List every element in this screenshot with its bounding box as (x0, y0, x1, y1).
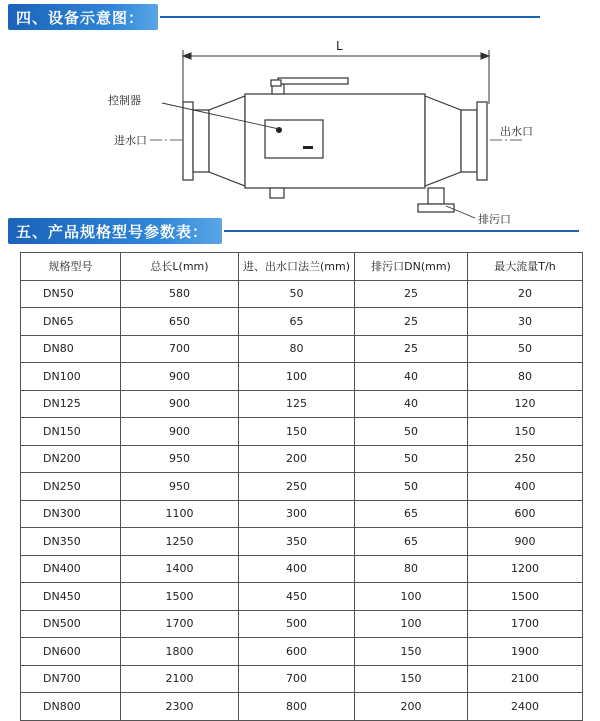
cell-flow: 1200 (468, 555, 583, 583)
cell-model: DN600 (21, 638, 121, 666)
cell-length: 900 (121, 363, 239, 391)
cell-model: DN50 (21, 280, 121, 308)
cell-flow: 1500 (468, 583, 583, 611)
outlet-label: 出水口 (500, 125, 533, 138)
cell-model: DN300 (21, 500, 121, 528)
bottom-support (270, 188, 284, 198)
cell-drain: 50 (355, 445, 468, 473)
cell-flange: 200 (239, 445, 355, 473)
section-rule (160, 16, 540, 18)
cell-flange: 100 (239, 363, 355, 391)
table-row (21, 473, 583, 501)
cell-flange: 450 (239, 583, 355, 611)
controller-box (265, 120, 323, 158)
cell-model: DN800 (21, 693, 121, 721)
cell-flow: 250 (468, 445, 583, 473)
cell-flow: 600 (468, 500, 583, 528)
table-row (21, 445, 583, 473)
section-header-diagram (8, 4, 540, 30)
table-row (21, 418, 583, 446)
cell-flow: 900 (468, 528, 583, 556)
cell-model: DN350 (21, 528, 121, 556)
cell-flange: 800 (239, 693, 355, 721)
cell-drain: 100 (355, 583, 468, 611)
cell-drain: 65 (355, 500, 468, 528)
cell-flow: 120 (468, 390, 583, 418)
table-row (21, 610, 583, 638)
cell-flow: 400 (468, 473, 583, 501)
outlet-flange (477, 102, 487, 180)
cell-flange: 65 (239, 308, 355, 336)
cell-flange: 700 (239, 665, 355, 693)
cell-drain: 25 (355, 335, 468, 363)
inlet-pipe (193, 110, 209, 172)
cell-length: 2100 (121, 665, 239, 693)
controller-indicator (276, 127, 282, 133)
equipment-diagram (0, 34, 600, 224)
cell-model: DN80 (21, 335, 121, 363)
cell-flange: 350 (239, 528, 355, 556)
outlet-cone (425, 96, 461, 186)
cell-length: 900 (121, 390, 239, 418)
cell-model: DN400 (21, 555, 121, 583)
table-row (21, 693, 583, 721)
cell-drain: 80 (355, 555, 468, 583)
table-row (21, 583, 583, 611)
cell-length: 700 (121, 335, 239, 363)
cell-flange: 300 (239, 500, 355, 528)
table-row (21, 390, 583, 418)
cell-flange: 250 (239, 473, 355, 501)
cell-length: 1100 (121, 500, 239, 528)
cell-model: DN700 (21, 665, 121, 693)
cell-drain: 40 (355, 363, 468, 391)
table-row (21, 363, 583, 391)
cell-flange: 50 (239, 280, 355, 308)
table-row (21, 335, 583, 363)
table-row (21, 280, 583, 308)
cell-length: 950 (121, 445, 239, 473)
cell-flow: 2400 (468, 693, 583, 721)
cell-length: 1250 (121, 528, 239, 556)
table-row (21, 308, 583, 336)
cell-drain: 65 (355, 528, 468, 556)
cell-drain: 100 (355, 610, 468, 638)
section-title-diagram: 四、设备示意图： (8, 4, 158, 30)
cell-drain: 25 (355, 280, 468, 308)
cell-model: DN100 (21, 363, 121, 391)
cell-flow: 80 (468, 363, 583, 391)
cell-flange: 125 (239, 390, 355, 418)
cell-length: 1800 (121, 638, 239, 666)
controller-slot (303, 146, 313, 149)
controller-label: 控制器 (108, 94, 141, 107)
cell-flange: 400 (239, 555, 355, 583)
cell-length: 650 (121, 308, 239, 336)
table-header-row (21, 253, 583, 281)
cell-drain: 200 (355, 693, 468, 721)
outlet-pipe (461, 110, 477, 172)
table-row (21, 555, 583, 583)
cell-model: DN65 (21, 308, 121, 336)
spec-table (20, 252, 583, 721)
inlet-cone (209, 96, 245, 186)
cell-model: DN150 (21, 418, 121, 446)
section-rule (224, 230, 579, 232)
cell-drain: 50 (355, 418, 468, 446)
cell-flange: 500 (239, 610, 355, 638)
drain-flange (418, 204, 454, 212)
cell-length: 580 (121, 280, 239, 308)
drain-pipe (428, 188, 444, 204)
inlet-label: 进水口 (114, 134, 147, 147)
cell-drain: 150 (355, 638, 468, 666)
header-length: 总长L(mm) (121, 253, 239, 281)
cell-drain: 50 (355, 473, 468, 501)
table-row (21, 500, 583, 528)
cell-model: DN250 (21, 473, 121, 501)
cell-drain: 40 (355, 390, 468, 418)
header-drain: 排污口DN(mm) (355, 253, 468, 281)
table-row (21, 665, 583, 693)
cell-length: 1700 (121, 610, 239, 638)
cell-flange: 600 (239, 638, 355, 666)
drain-label: 排污口 (478, 213, 511, 224)
header-model: 规格型号 (21, 253, 121, 281)
motor-cap (271, 80, 281, 86)
header-flow: 最大流量T/h (468, 253, 583, 281)
cell-drain: 25 (355, 308, 468, 336)
cell-flow: 1700 (468, 610, 583, 638)
cell-drain: 150 (355, 665, 468, 693)
cell-length: 950 (121, 473, 239, 501)
table-row (21, 638, 583, 666)
cell-flange: 150 (239, 418, 355, 446)
section-header-spec (8, 218, 579, 244)
section-title-spec: 五、产品规格型号参数表： (8, 218, 222, 244)
cell-flow: 20 (468, 280, 583, 308)
cell-model: DN450 (21, 583, 121, 611)
header-flange: 进、出水口法兰(mm) (239, 253, 355, 281)
cell-model: DN200 (21, 445, 121, 473)
motor-arm (278, 78, 348, 84)
inlet-flange (183, 102, 193, 180)
cell-flow: 1900 (468, 638, 583, 666)
dimension-label: L (336, 39, 343, 53)
cell-model: DN125 (21, 390, 121, 418)
cell-flange: 80 (239, 335, 355, 363)
cell-flow: 30 (468, 308, 583, 336)
table-row (21, 528, 583, 556)
cell-flow: 2100 (468, 665, 583, 693)
cell-length: 900 (121, 418, 239, 446)
cell-length: 1500 (121, 583, 239, 611)
cell-model: DN500 (21, 610, 121, 638)
cell-flow: 150 (468, 418, 583, 446)
cell-length: 2300 (121, 693, 239, 721)
cell-length: 1400 (121, 555, 239, 583)
cell-flow: 50 (468, 335, 583, 363)
